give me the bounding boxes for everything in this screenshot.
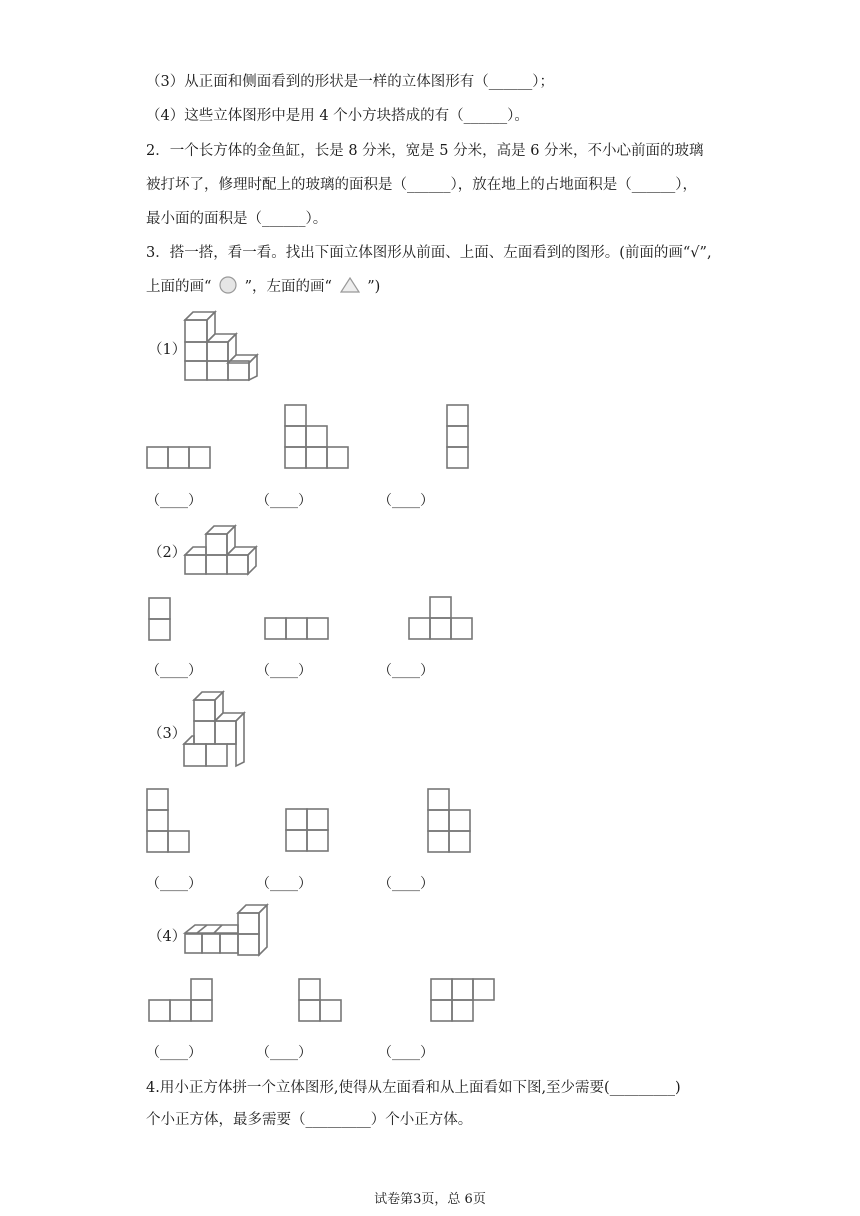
q3-instruction-2	[146, 276, 380, 297]
group-1-label: （1）	[148, 342, 187, 358]
q3-instruction-part-c: ”)	[367, 279, 381, 295]
group-2-answer-a[interactable]: （____）	[146, 663, 202, 679]
group-2-solid	[183, 522, 265, 576]
q3-instruction: 3．搭一搭，看一看。找出下面立体图形从前面、上面、左面看到的图形。(前面的画“√”,	[146, 245, 712, 261]
q4-line2: 个小正方体，最多需要（_________）个小正方体。	[146, 1112, 473, 1128]
group-3-answer-b[interactable]: （____）	[256, 876, 312, 892]
group-1-view-a	[146, 446, 212, 470]
group-1-answer-b[interactable]: （____）	[256, 493, 312, 509]
group-3-view-a	[146, 788, 192, 854]
group-2-label: （2）	[148, 545, 187, 561]
group-2-view-c	[408, 596, 474, 641]
q4-line1: 4.用小正方体拼一个立体图形,使得从左面看和从上面看如下图,至少需要(_________)	[146, 1080, 681, 1096]
group-4-answer-c[interactable]: （____）	[378, 1045, 434, 1061]
triangle-icon	[339, 276, 361, 294]
q2-line2: 被打坏了，修理时配上的玻璃的面积是（______），放在地上的占地面积是（______），	[146, 177, 697, 193]
group-3-label: （3）	[148, 726, 187, 742]
group-1-answer-c[interactable]: （____）	[378, 493, 434, 509]
circle-icon	[218, 276, 238, 294]
group-1-solid	[183, 310, 263, 382]
page-footer: 试卷第3页，总 6页	[374, 1192, 486, 1207]
group-2-answer-b[interactable]: （____）	[256, 663, 312, 679]
group-2-view-b	[264, 617, 330, 641]
group-4-solid	[183, 903, 275, 959]
group-3-solid	[182, 690, 252, 770]
group-1-view-c	[446, 404, 470, 470]
group-4-view-a	[148, 978, 214, 1024]
group-4-answer-a[interactable]: （____）	[146, 1045, 202, 1061]
group-4-view-b	[298, 978, 344, 1024]
group-3-answer-a[interactable]: （____）	[146, 876, 202, 892]
group-4-label: （4）	[148, 929, 187, 945]
group-2-view-a	[148, 597, 172, 641]
group-1-view-b	[284, 404, 350, 470]
group-1-answer-a[interactable]: （____）	[146, 493, 202, 509]
q3-instruction-part-a: 上面的画“	[146, 279, 212, 295]
q1-part4: （4）这些立体图形中是用 4 个小方块搭成的有（______）。	[146, 108, 529, 124]
q1-part3: （3）从正面和侧面看到的形状是一样的立体图形有（______）；	[146, 74, 554, 90]
group-3-answer-c[interactable]: （____）	[378, 876, 434, 892]
q3-instruction-part-b: ”，左面的画“	[244, 279, 332, 295]
q2-line3: 最小面的面积是（______）。	[146, 211, 328, 227]
group-3-view-c	[427, 788, 473, 854]
group-3-view-b	[285, 808, 331, 854]
q2-line1: 2．一个长方体的金鱼缸，长是 8 分米，宽是 5 分米，高是 6 分米，不小心前面的玻璃	[146, 143, 704, 159]
group-4-view-c	[430, 978, 496, 1024]
group-4-answer-b[interactable]: （____）	[256, 1045, 312, 1061]
group-2-answer-c[interactable]: （____）	[378, 663, 434, 679]
